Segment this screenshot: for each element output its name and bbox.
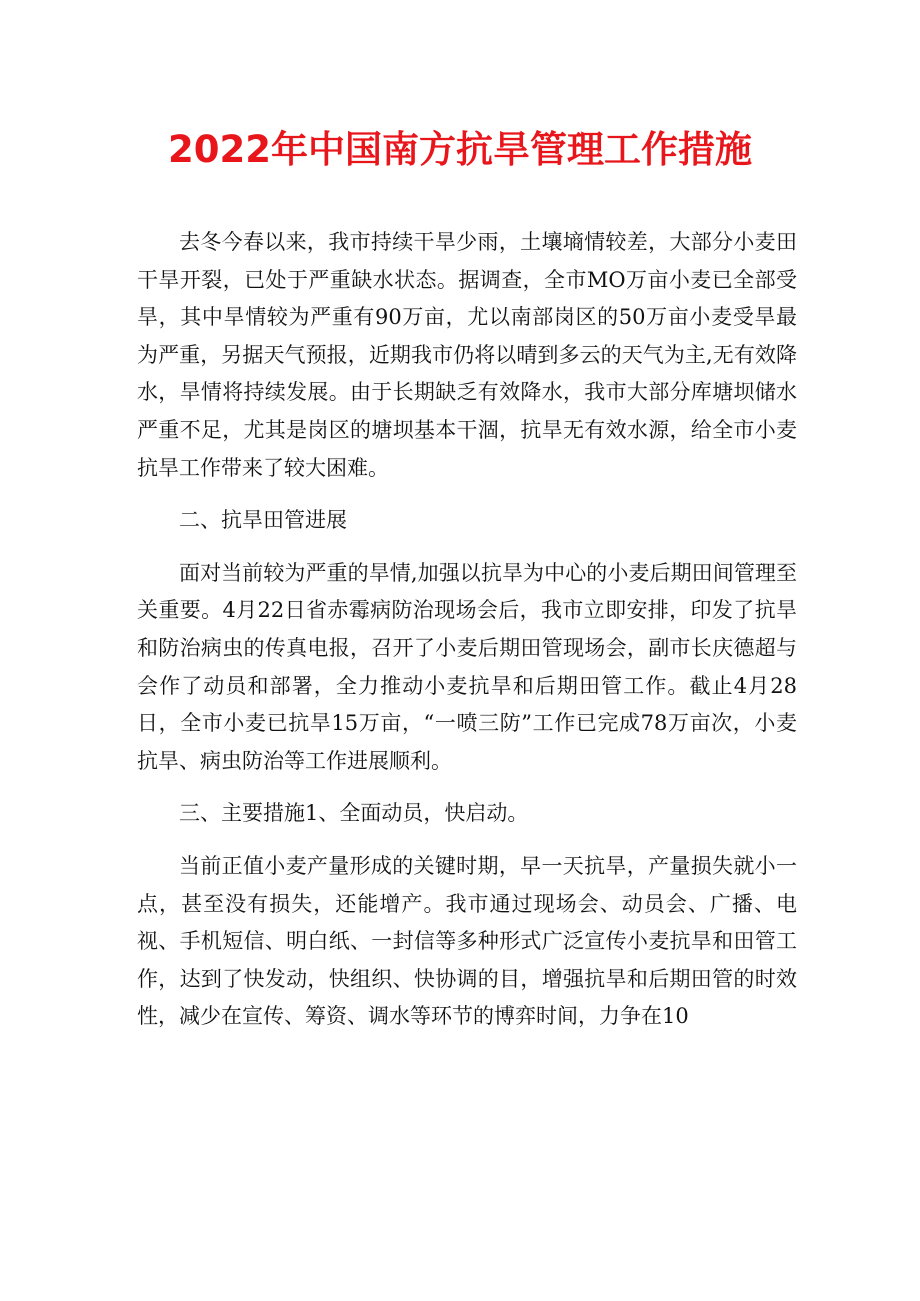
document-title: 2022年中国南方抗旱管理工作措施 (168, 128, 752, 171)
section-heading-measures: 三、主要措施1、全面动员，快启动。 (179, 801, 529, 826)
paragraph-field-management-progress: 面对当前较为严重的旱情,加强以抗旱为中心的小麦后期田间管理至关重要。4月22日省赤霉病防治现场会后，我市立即安排，印发了抗旱和防治病虫的传真电报，召开了小麦后期田管现场会，副市长庆德超与会作了动员和部署，全力推动小麦抗旱和后期田管工作。截止4月28日，全市小麦已抗旱15万亩，“一喷三防”工作已完成78万亩次，小麦抗旱、病虫防治等工作进展顺利。 (137, 560, 797, 773)
section-heading-progress: 二、抗旱田管进展 (179, 508, 347, 533)
document-body (137, 224, 797, 1036)
paragraph-drought-situation: 去冬今春以来，我市持续干旱少雨，土壤墒情较差，大部分小麦田干旱开裂，已处于严重缺水状态。据调查，全市MO万亩小麦已全部受旱，其中旱情较为严重有90万亩，尤以南部岗区的50万亩小麦受旱最为严重，另据天气预报，近期我市仍将以晴到多云的天气为主,无有效降水，旱情将持续发展。由于长期缺乏有效降水，我市大部分库塘坝储水严重不足，尤其是岗区的塘坝基本干涸，抗旱无有效水源，给全市小麦抗旱工作带来了较大困难。 (137, 230, 797, 480)
paragraph-mobilization: 当前正值小麦产量形成的关键时期，早一天抗旱，产量损失就小一点，甚至没有损失，还能增产。我市通过现场会、动员会、广播、电视、手机短信、明白纸、一封信等多种形式广泛宣传小麦抗旱和田管工作，达到了快发动，快组织、快协调的目，增强抗旱和后期田管的时效性，减少在宣传、筹资、调水等环节的博弈时间，力争在10 (137, 853, 797, 1029)
